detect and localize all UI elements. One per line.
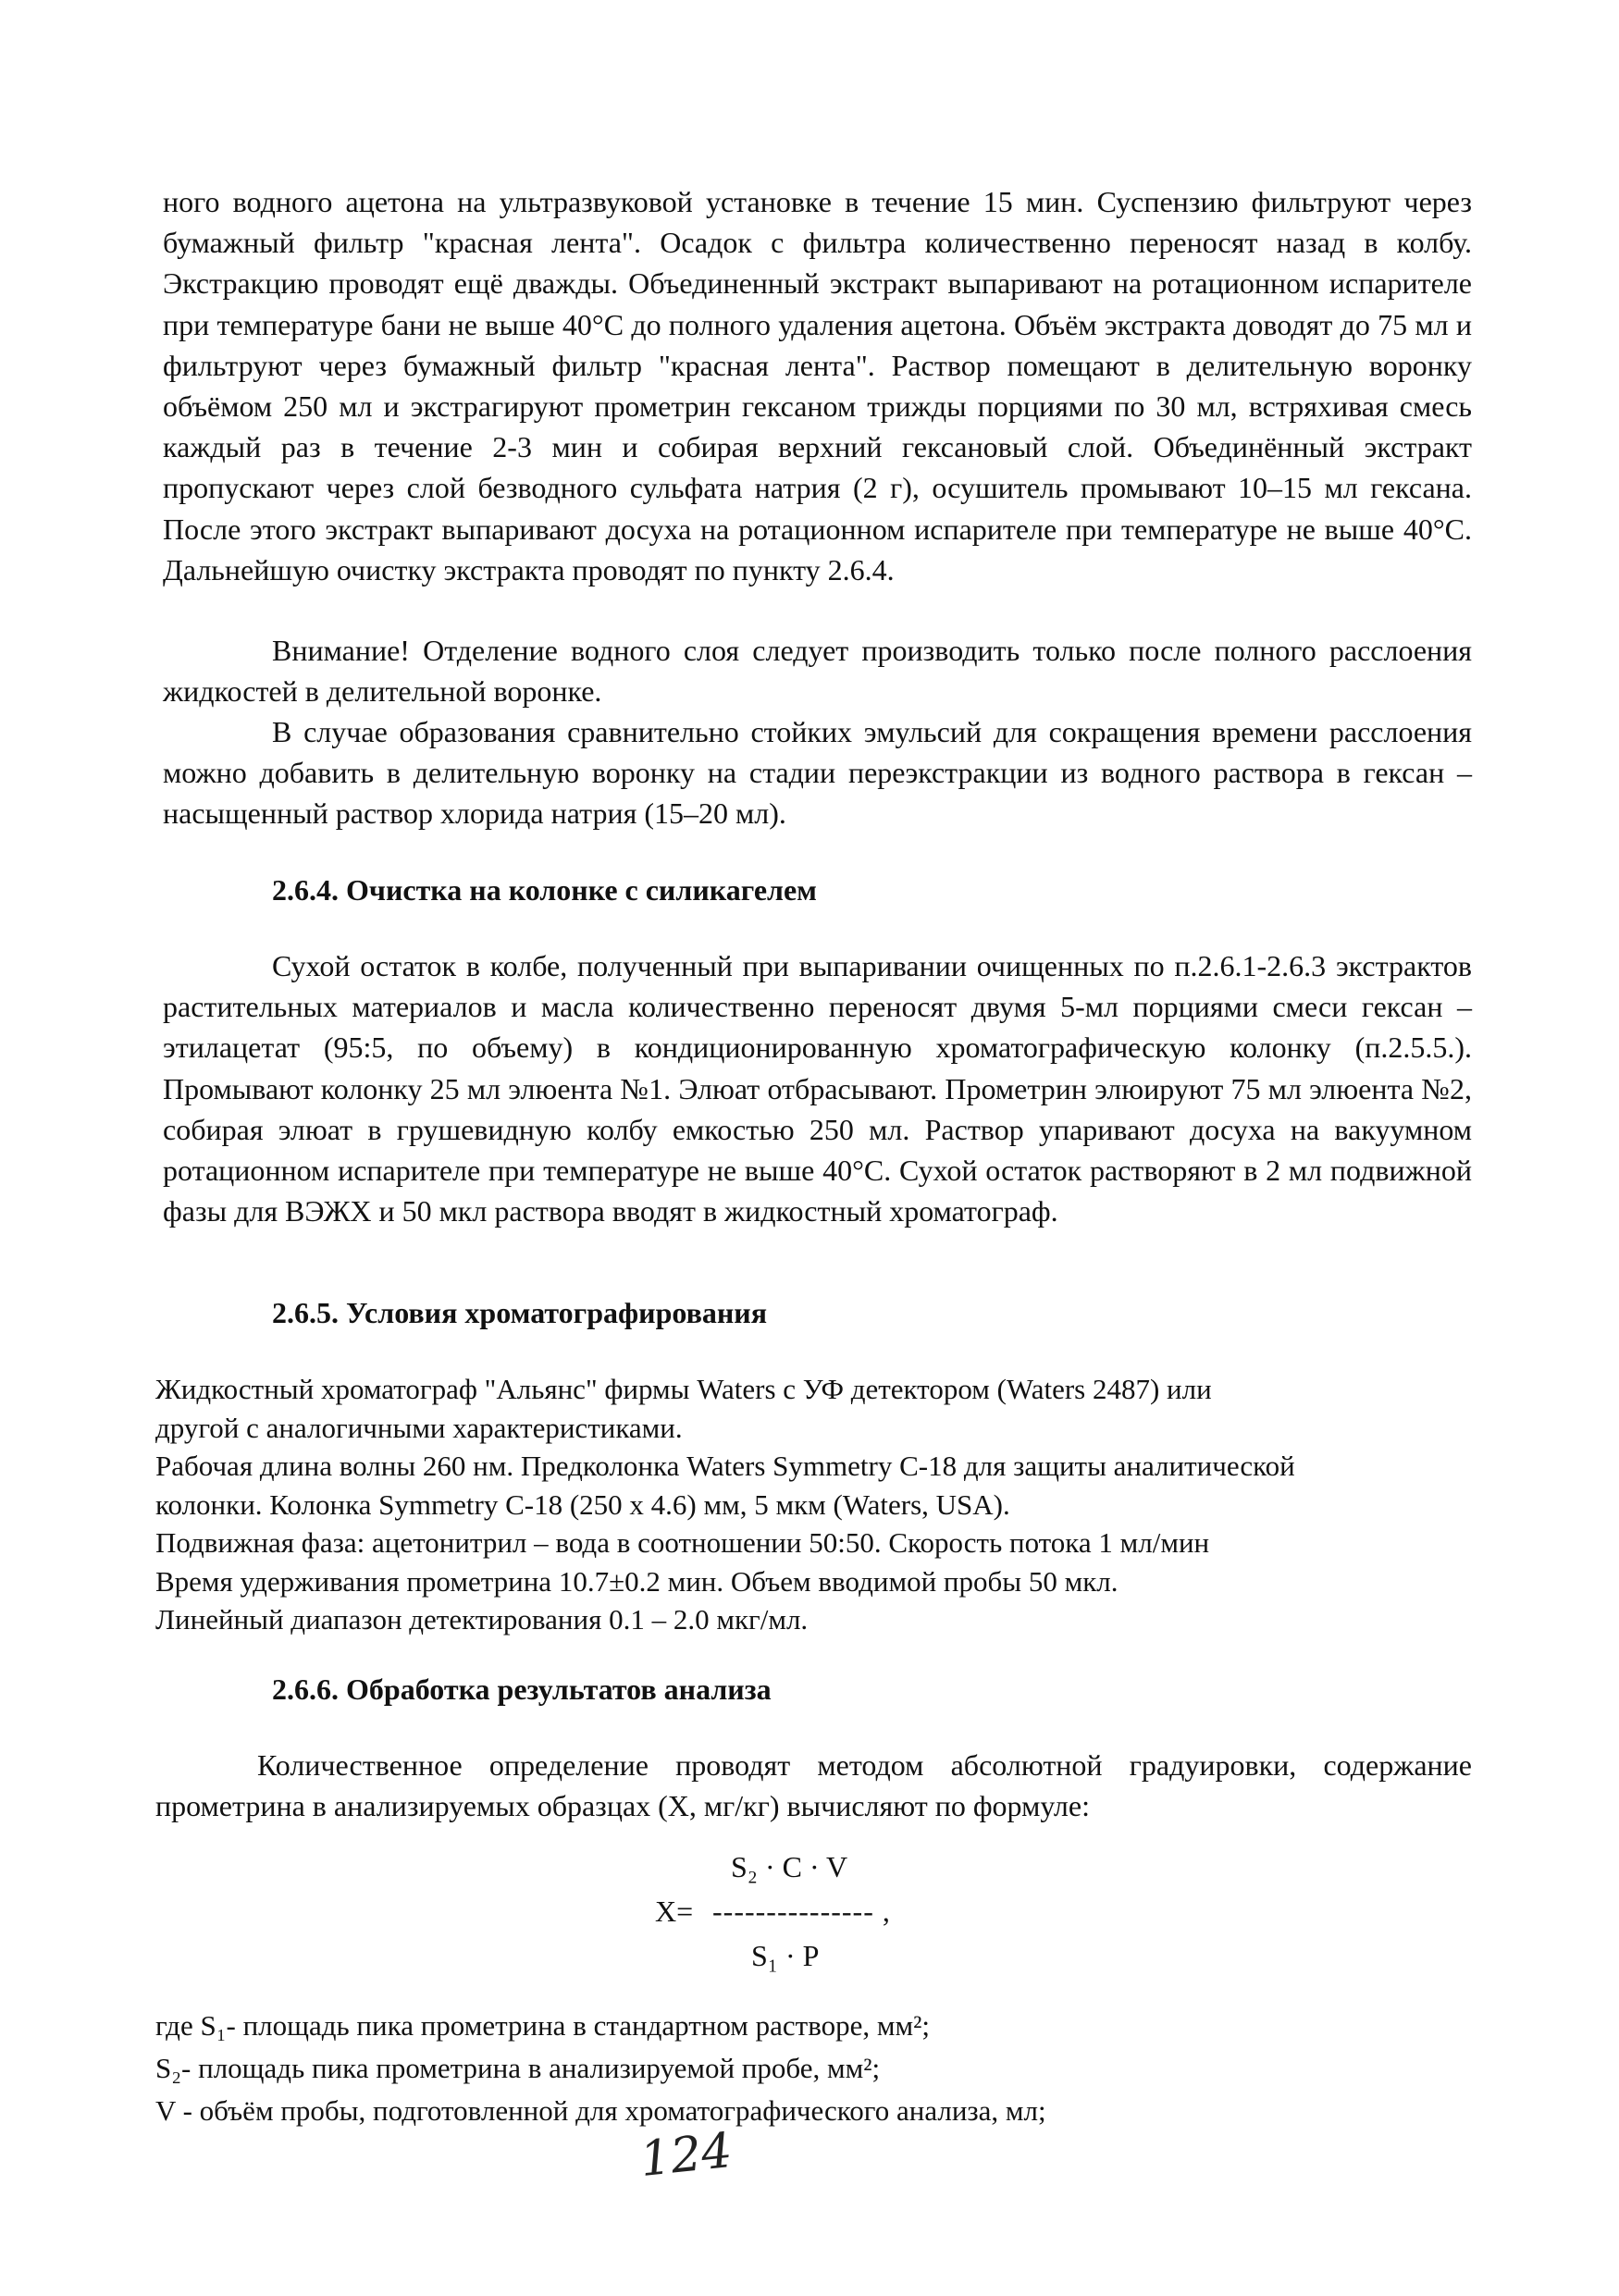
formula-divider: --------------- , [712, 1895, 891, 1928]
section-heading-2-6-6: 2.6.6. Обработка результатов анализа [272, 1673, 772, 1706]
section-heading-2-6-5: 2.6.5. Условия хроматографирования [272, 1296, 768, 1329]
paragraph-column-cleanup: Сухой остаток в колбе, полученный при выпаривании очищенных по п.2.6.1-2.6.3 экстрактов растительных материалов и масла количественно переносят двумя 5-мл порциями смеси гексан – этилацетат (95:5, по объему) в кондиционированную хроматографическую колонку (п.2.5.5.). Промывают колонку 25 мл элюента №1. Элюат отбрасывают. Прометрин элюируют 75 мл элюента №2, собирая элюат в грушевидную колбу емкостью 250 мл. Раствор упаривают досуха на вакуумном ротационном испарителе при температуре не выше 40°С. Сухой остаток растворяют в 2 мл подвижной фазы для ВЭЖХ и 50 мкл раствора вводят в жидкостный хроматограф. [163, 949, 1472, 1228]
variable-definitions [155, 2005, 1478, 2132]
condition-line: Подвижная фаза: ацетонитрил – вода в соотношении 50:50. Скорость потока 1 мл/мин [155, 1526, 1210, 1559]
paragraph-emulsion: В случае образования сравнительно стойких эмульсий для сокращения времени расслоения можно добавить в делительную воронку на стадии переэкстракции из водного раствора в гексан – насыщенный раствор хлорида натрия (15–20 мл). [163, 715, 1472, 831]
section-heading-2-6-4: 2.6.4. Очистка на колонке с силикагелем [272, 873, 817, 907]
formula-numerator: S₂ · C · V [731, 1850, 848, 1883]
chromatography-conditions [155, 1370, 1478, 1639]
condition-line: Время удерживания прометрина 10.7±0.2 мин. Объем вводимой пробы 50 мкл. [155, 1564, 1118, 1598]
paragraph-quantitation: Количественное определение проводят методом абсолютной градуировки, содержание прометрина в анализируемых образцах (Х, мг/кг) вычисляют по формуле: [155, 1748, 1472, 1823]
formula [655, 1850, 933, 1989]
definition-line: S₂- площадь пика прометрина в анализируемой пробе, мм²; [155, 2052, 881, 2084]
condition-line: колонки. Колонка Symmetry С-18 (250 x 4.6) мм, 5 мкм (Waters, USA). [155, 1487, 1010, 1521]
paragraph-warning: Внимание! Отделение водного слоя следует производить только после полного расслоения жидкостей в делительной воронке. [163, 634, 1472, 709]
condition-line: Рабочая длина волны 260 нм. Предколонка Waters Symmetry С-18 для защиты аналитической [155, 1450, 1295, 1482]
definition-line: V - объём пробы, подготовленной для хроматографического анализа, мл; [155, 2094, 1046, 2127]
condition-line: Жидкостный хроматограф "Альянс" фирмы Waters с УФ детектором (Waters 2487) или [155, 1373, 1212, 1405]
condition-line: Линейный диапазон детектирования 0.1 – 2.0 мкг/мл. [155, 1603, 809, 1636]
formula-denominator: S₁ · P [751, 1939, 820, 1972]
handwritten-page-number: 124 [637, 2122, 735, 2189]
definition-line: где S₁- площадь пика прометрина в стандартном растворе, мм²; [155, 2009, 931, 2042]
condition-line: другой с аналогичными характеристиками. [155, 1411, 683, 1444]
formula-lhs: X= [655, 1895, 694, 1928]
paragraph-extraction: ного водного ацетона на ультразвуковой установке в течение 15 мин. Суспензию фильтруют через бумажный фильтр "красная лента". Осадок с фильтра количественно переносят назад в колбу. Экстракцию проводят ещё дважды. Объединенный экстракт выпаривают на ротационном испарителе при температуре бани не выше 40°С до полного удаления ацетона. Объём экстракта доводят до 75 мл и фильтруют через бумажный фильтр "красная лента". Раствор помещают в делительную воронку объёмом 250 мл и экстрагируют прометрин гексаном трижды порциями по 30 мл, встряхивая смесь каждый раз в течение 2-3 мин и собирая верхний гексановый слой. Объединённый экстракт пропускают через слой безводного сульфата натрия (2 г), осушитель промывают 10–15 мл гексана. После этого экстракт выпаривают досуха на ротационном испарителе при температуре не выше 40°С. Дальнейшую очистку экстракта проводят по пункту 2.6.4. [163, 185, 1472, 586]
